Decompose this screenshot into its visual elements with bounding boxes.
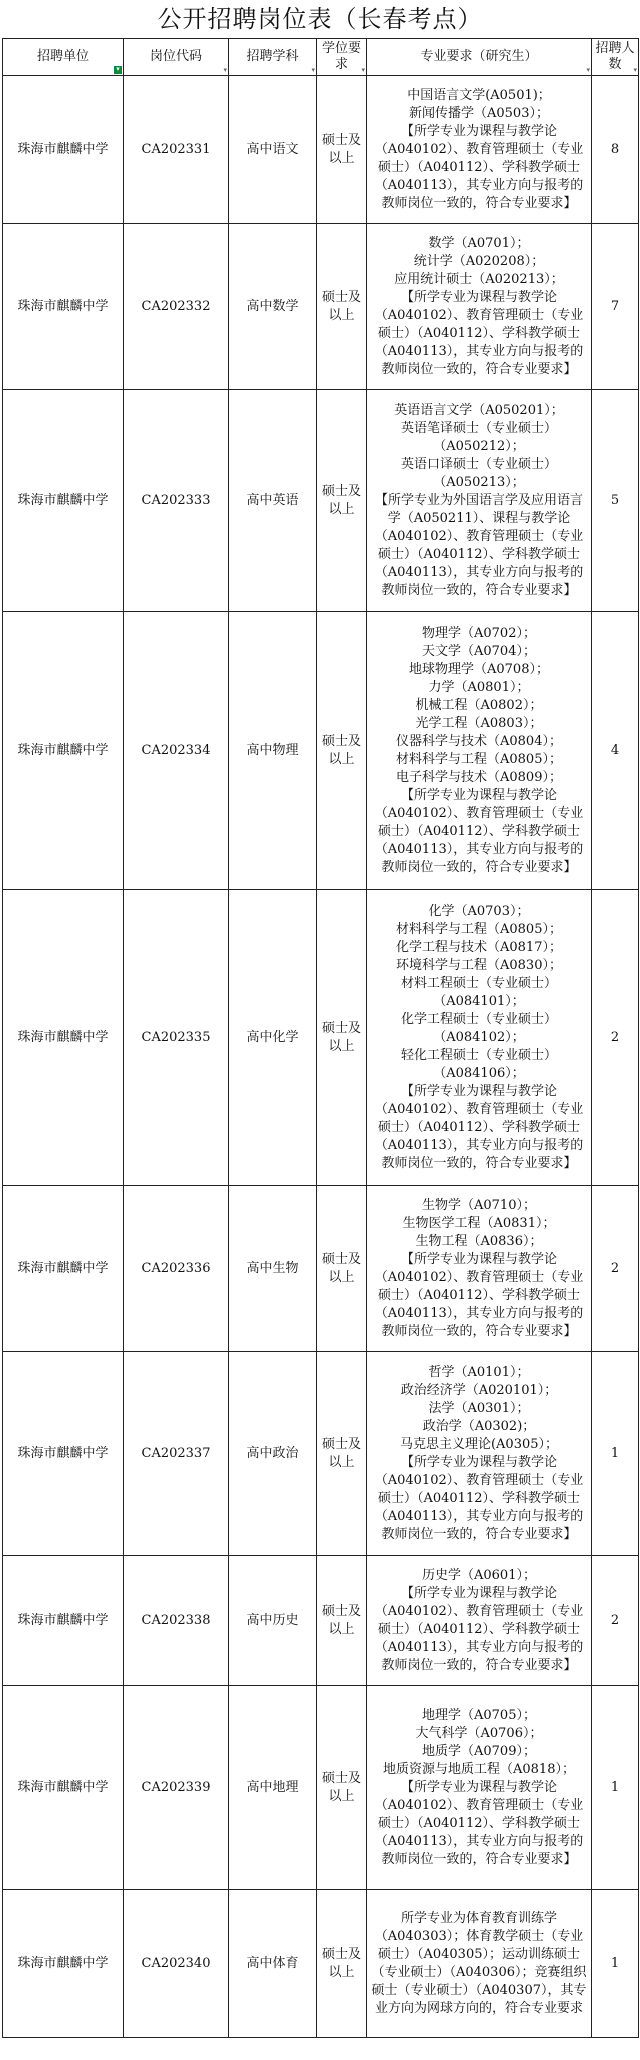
filter-dropdown-icon[interactable]: ▾ [586,66,590,74]
cell-subject: 高中政治 [229,1352,317,1556]
cell-unit: 珠海市麒麟中学 [3,1352,124,1556]
cell-degree: 硕士及以上 [317,1556,367,1686]
cell-degree: 硕士及以上 [317,76,367,224]
page-title: 公开招聘岗位表（长春考点） [157,5,483,33]
cell-count: 2 [592,1556,639,1686]
cell-subject: 高中历史 [229,1556,317,1686]
cell-degree: 硕士及以上 [317,1686,367,1890]
major-line: 材料科学与工程（A0805）； [396,921,562,937]
header-degree-label: 学位要求 [321,41,361,72]
major-line: 法学（A0301）； [428,1400,530,1416]
cell-count: 7 [592,224,639,390]
cell-code: CA202335 [124,890,229,1186]
major-line: 政治学（A0302)； [422,1418,536,1434]
cell-subject: 高中语文 [229,76,317,224]
major-line: 地质资源与地质工程（A0818）； [383,1761,575,1777]
cell-count: 1 [592,1890,639,2038]
cell-degree: 硕士及以上 [317,890,367,1186]
major-line: 【所学专业为课程与教学论（A040102）、教育管理硕士（专业硕士）（A040112）、学科教学硕士（A040113），其专业方向与报考的教师岗位一致的，符合专业要求】 [374,1779,584,1867]
cell-code: CA202333 [124,390,229,612]
cell-subject: 高中化学 [229,890,317,1186]
cell-count: 4 [592,612,639,890]
cell-code: CA202334 [124,612,229,890]
filter-active-icon[interactable]: ▾ [114,66,122,74]
cell-degree: 硕士及以上 [317,224,367,390]
major-line: 大气科学（A0706）； [415,1725,543,1741]
cell-degree: 硕士及以上 [317,390,367,612]
major-line: 英语笔译硕士（专业硕士）（A050212）； [400,420,557,454]
cell-subject: 高中物理 [229,612,317,890]
header-row [3,39,639,76]
cell-code: CA202332 [124,224,229,390]
major-line: 仪器科学与技术（A0804）； [396,733,562,749]
cell-subject: 高中生物 [229,1186,317,1352]
major-line: 材料工程硕士（专业硕士）（A084101）； [400,975,557,1009]
cell-count: 2 [592,1186,639,1352]
major-line: 英语口译硕士（专业硕士）（A050213）； [400,456,557,490]
major-line: 化学工程硕士（专业硕士）（A084102）； [400,1011,557,1045]
cell-count: 8 [592,76,639,224]
major-line: 新闻传播学（A0503）； [409,105,549,121]
table-row [3,390,639,612]
major-line: 生物工程（A0836）； [415,1233,543,1249]
cell-subject: 高中体育 [229,1890,317,2038]
header-code-label: 岗位代码 [149,49,202,64]
major-line: 英语语言文学（A050201）； [394,402,564,418]
filter-dropdown-icon[interactable]: ▾ [311,66,315,74]
major-line: 统计学（A020208）； [413,253,545,269]
major-line: 机械工程（A0802）； [415,697,543,713]
cell-count: 5 [592,390,639,612]
major-line: 马克思主义理论(A0305）； [399,1436,559,1452]
major-line: 化学工程与技术（A0817）； [396,939,562,955]
cell-major [367,390,592,612]
major-line: 哲学（A0101）； [428,1364,530,1380]
header-degree[interactable] [317,39,367,76]
major-line: 天文学（A0704）； [422,643,536,659]
table-row [3,1686,639,1890]
header-count-label: 招聘人数 [595,41,635,72]
cell-major [367,224,592,390]
major-line: 力学（A0801）； [428,679,530,695]
major-line: 电子科学与技术（A0809）； [396,769,562,785]
table-row [3,1556,639,1686]
major-line: 物理学（A0702）； [422,625,536,641]
major-line: 环境科学与工程（A0830）； [396,957,562,973]
header-code[interactable] [124,39,229,76]
cell-unit: 珠海市麒麟中学 [3,76,124,224]
table-row [3,1890,639,2038]
cell-major [367,612,592,890]
cell-major [367,1686,592,1890]
major-line: 生物医学工程（A0831）； [402,1215,556,1231]
table-row [3,76,639,224]
major-line: 【所学专业为课程与教学论（A040102）、教育管理硕士（专业硕士）（A040112）、学科教学硕士（A040113），其专业方向与报考的教师岗位一致的，符合专业要求】 [374,123,584,211]
cell-unit: 珠海市麒麟中学 [3,1556,124,1686]
major-line: 中国语言文学(A0501)； [407,87,551,103]
cell-unit: 珠海市麒麟中学 [3,612,124,890]
filter-dropdown-icon[interactable]: ▾ [223,66,227,74]
cell-unit: 珠海市麒麟中学 [3,890,124,1186]
major-line: 【所学专业为课程与教学论（A040102）、教育管理硕士（专业硕士）（A040112）、学科教学硕士（A040113），其专业方向与报考的教师岗位一致的，符合专业要求】 [374,1251,584,1339]
major-line: 所学专业为体育教育训练学（A040303）；体育教学硕士（专业硕士）（A040305）；运动训练硕士（专业硕士）（A040306）；竞赛组织硕士（专业硕士）（A040307），其专业方向为网球方向的，符合专业要求 [371,1910,587,2016]
cell-count: 1 [592,1352,639,1556]
filter-dropdown-icon[interactable]: ▾ [633,66,637,74]
table-row [3,1186,639,1352]
major-line: 政治经济学（A020101）； [400,1382,558,1398]
cell-major [367,1556,592,1686]
cell-subject: 高中地理 [229,1686,317,1890]
positions-table [2,38,639,2038]
cell-major [367,1890,592,2038]
major-line: 轻化工程硕士（专业硕士）（A084106）； [400,1047,557,1081]
filter-dropdown-icon[interactable]: ▾ [361,66,365,74]
cell-unit: 珠海市麒麟中学 [3,1686,124,1890]
header-major-label: 专业要求（研究生） [420,49,538,64]
major-line: 【所学专业为课程与教学论（A040102）、教育管理硕士（专业硕士）（A040112）、学科教学硕士（A040113），其专业方向与报考的教师岗位一致的，符合专业要求】 [374,1585,584,1673]
cell-code: CA202337 [124,1352,229,1556]
table-row [3,612,639,890]
major-line: 化学（A0703）； [428,903,530,919]
cell-code: CA202340 [124,1890,229,2038]
table-row [3,1352,639,1556]
cell-unit: 珠海市麒麟中学 [3,224,124,390]
major-line: 地理学（A0705）； [422,1707,536,1723]
table-row [3,890,639,1186]
major-line: 地质学（A0709）； [422,1743,536,1759]
cell-count: 1 [592,1686,639,1890]
major-line: 【所学专业为课程与教学论（A040102）、教育管理硕士（专业硕士）（A040112）、学科教学硕士（A040113），其专业方向与报考的教师岗位一致的，符合专业要求】 [374,289,584,377]
header-unit[interactable] [3,39,124,76]
major-line: 数学（A0701）； [428,235,530,251]
cell-major [367,76,592,224]
major-line: 生物学（A0710）； [422,1197,536,1213]
major-line: 光学工程（A0803）； [415,715,543,731]
header-unit-label: 招聘单位 [36,49,89,64]
cell-major [367,1352,592,1556]
table-row [3,224,639,390]
cell-subject: 高中数学 [229,224,317,390]
cell-code: CA202336 [124,1186,229,1352]
cell-code: CA202338 [124,1556,229,1686]
major-line: 地球物理学（A0708）； [409,661,549,677]
header-major[interactable] [367,39,592,76]
cell-degree: 硕士及以上 [317,612,367,890]
header-subject-label: 招聘学科 [246,49,299,64]
cell-code: CA202339 [124,1686,229,1890]
cell-unit: 珠海市麒麟中学 [3,390,124,612]
cell-major [367,1186,592,1352]
cell-degree: 硕士及以上 [317,1352,367,1556]
cell-degree: 硕士及以上 [317,1186,367,1352]
cell-degree: 硕士及以上 [317,1890,367,2038]
cell-count: 2 [592,890,639,1186]
major-line: 历史学（A0601）； [422,1567,536,1583]
cell-code: CA202331 [124,76,229,224]
major-line: 【所学专业为课程与教学论（A040102）、教育管理硕士（专业硕士）（A040112）、学科教学硕士（A040113），其专业方向与报考的教师岗位一致的，符合专业要求】 [374,1083,584,1171]
header-count[interactable] [592,39,639,76]
major-line: 【所学专业为课程与教学论（A040102）、教育管理硕士（专业硕士）（A040112）、学科教学硕士（A040113），其专业方向与报考的教师岗位一致的，符合专业要求】 [374,1454,584,1542]
major-line: 材料科学与工程（A0805）； [396,751,562,767]
cell-major [367,890,592,1186]
cell-unit: 珠海市麒麟中学 [3,1186,124,1352]
major-line: 应用统计硕士（A020213）； [394,271,564,287]
major-line: 【所学专业为外国语言学及应用语言学（A050211）、课程与教学论（A040102）、教育管理硕士（专业硕士）（A040112）、学科教学硕士（A040113），其专业方向与报考的教师岗位一致的，符合专业要求】 [374,492,584,598]
major-line: 【所学专业为课程与教学论（A040102）、教育管理硕士（专业硕士）（A040112）、学科教学硕士（A040113），其专业方向与报考的教师岗位一致的，符合专业要求】 [374,787,584,875]
header-subject[interactable] [229,39,317,76]
cell-unit: 珠海市麒麟中学 [3,1890,124,2038]
cell-subject: 高中英语 [229,390,317,612]
